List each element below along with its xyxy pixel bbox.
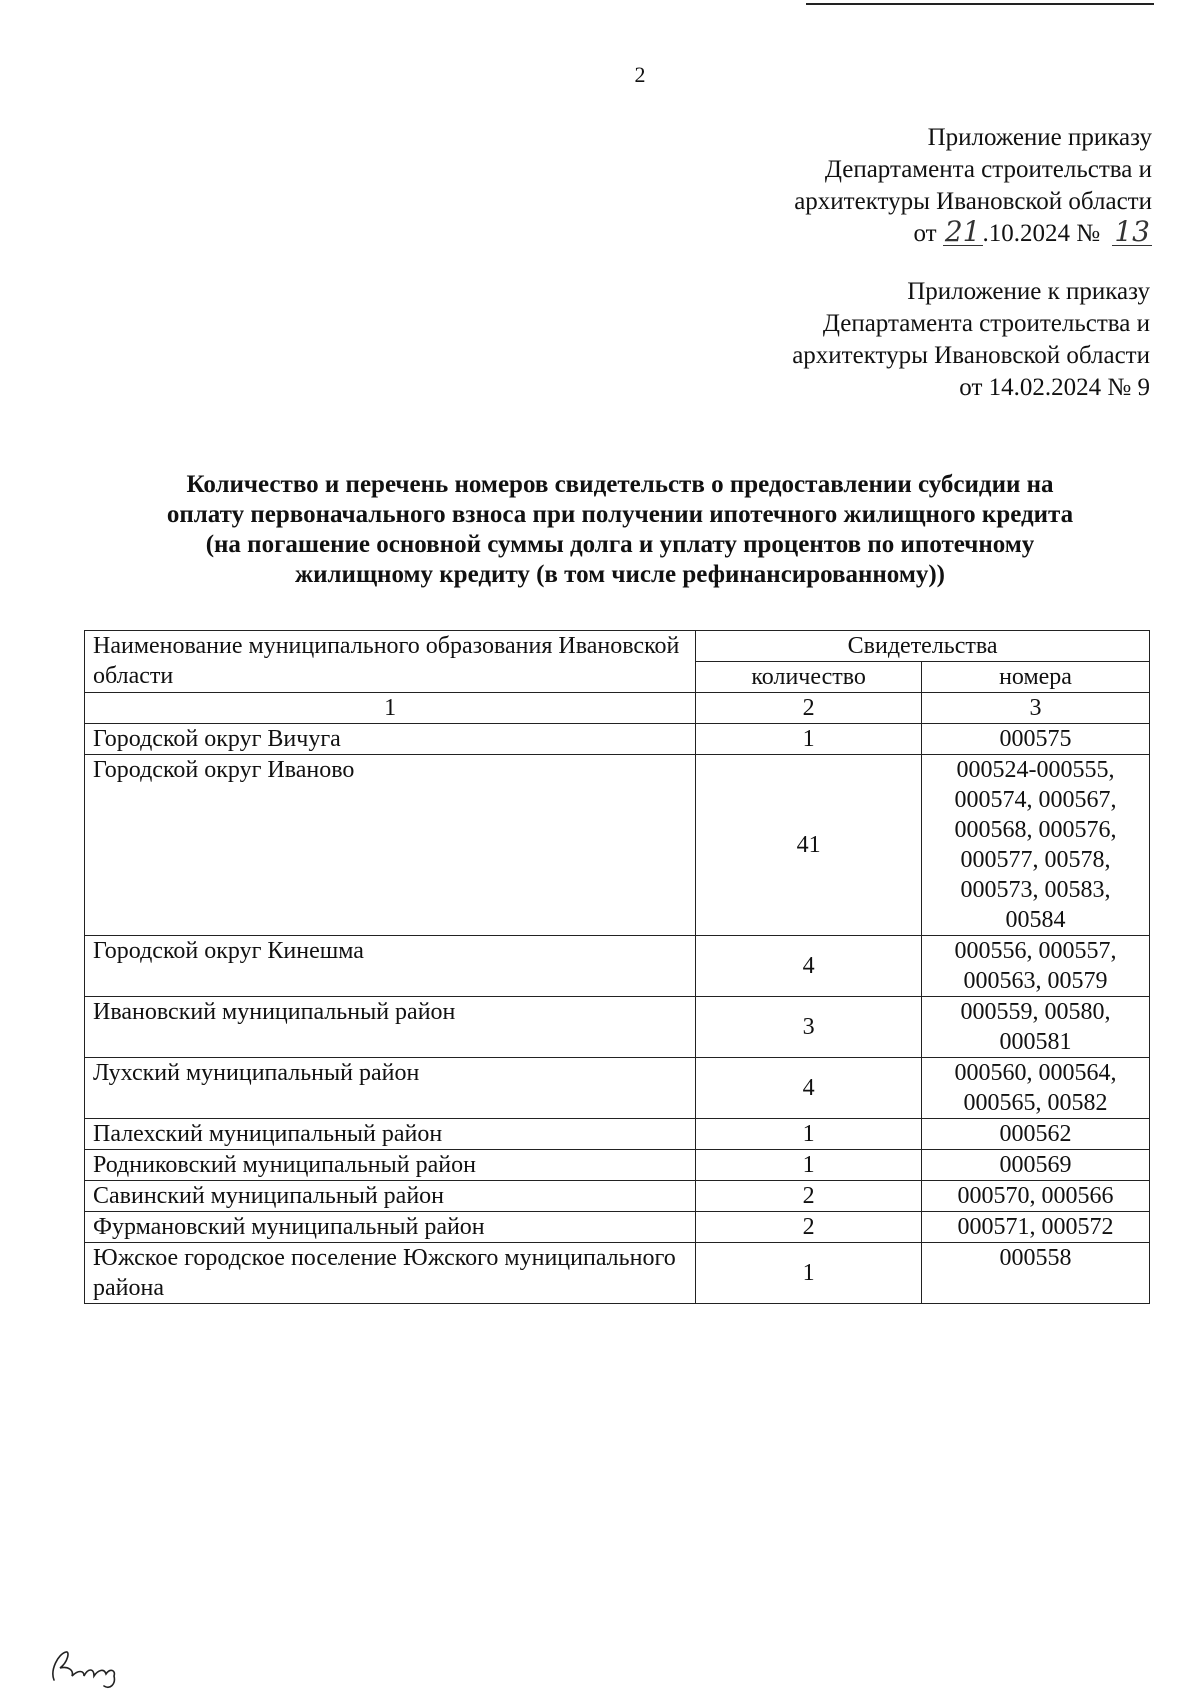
row-name: Ивановский муниципальный район xyxy=(85,997,696,1058)
row-numbers: 000562 xyxy=(922,1119,1150,1150)
column-number-3: 3 xyxy=(922,693,1150,724)
table-row xyxy=(85,1150,1150,1181)
row-count: 2 xyxy=(696,1181,922,1212)
title-line1: Количество и перечень номеров свидетельств о предоставлении субсидии на xyxy=(186,471,1054,498)
row-name: Городской округ Вичуга xyxy=(85,724,696,755)
header-count: количество xyxy=(696,662,922,693)
row-count: 41 xyxy=(696,755,922,936)
appendix-original-order xyxy=(630,276,1150,404)
row-numbers: 000570, 000566 xyxy=(922,1181,1150,1212)
certificates-table xyxy=(84,630,1150,1304)
row-name: Городской округ Иваново xyxy=(85,755,696,936)
table-row xyxy=(85,1181,1150,1212)
table-row xyxy=(85,1243,1150,1304)
row-name: Лухский муниципальный район xyxy=(85,1058,696,1119)
title-line2: оплату первоначального взноса при получении ипотечного жилищного кредита xyxy=(166,501,1074,528)
table-row xyxy=(85,1119,1150,1150)
row-numbers: 000575 xyxy=(922,724,1150,755)
row-count: 4 xyxy=(696,1058,922,1119)
row-name: Палехский муниципальный район xyxy=(85,1119,696,1150)
appendix-current-line3: архитектуры Ивановской области xyxy=(794,188,1152,215)
row-numbers: 000556, 000557, 000563, 00579 xyxy=(922,936,1150,997)
header-numbers: номера xyxy=(922,662,1150,693)
row-name: Савинский муниципальный район xyxy=(85,1181,696,1212)
appendix-original-line1: Приложение к приказу xyxy=(907,278,1150,305)
row-name: Южское городское поселение Южского муниципального района xyxy=(85,1243,696,1304)
column-number-1: 1 xyxy=(85,693,696,724)
page-number: 2 xyxy=(634,62,646,87)
handwritten-day: 21 xyxy=(944,215,981,248)
table-row xyxy=(85,997,1150,1058)
appendix-current-line1: Приложение приказу xyxy=(927,124,1152,151)
table-row xyxy=(85,755,1150,936)
table-row xyxy=(85,1212,1150,1243)
row-name: Родниковский муниципальный район xyxy=(85,1150,696,1181)
header-municipality: Наименование муниципального образования Ивановской области xyxy=(85,631,696,693)
document-title xyxy=(90,470,1150,590)
row-numbers: 000559, 00580, 000581 xyxy=(922,997,1150,1058)
appendix-current-date-line xyxy=(632,215,1152,250)
date-rest: .10.2024 № xyxy=(982,220,1101,247)
appendix-current-line2: Департамента строительства и xyxy=(824,156,1152,183)
appendix-original-line3: архитектуры Ивановской области xyxy=(792,342,1150,369)
title-line3: (на погашение основной суммы долга и уплату процентов по ипотечному xyxy=(205,531,1035,558)
column-number-2: 2 xyxy=(696,693,922,724)
row-count: 1 xyxy=(696,1243,922,1304)
row-numbers: 000558 xyxy=(922,1243,1150,1304)
appendix-original-line2: Департамента строительства и xyxy=(822,310,1150,337)
table-row xyxy=(85,936,1150,997)
title-line4: жилищному кредиту (в том числе рефинансированному)) xyxy=(294,561,945,588)
appendix-original-line4: от 14.02.2024 № 9 xyxy=(959,374,1150,401)
row-count: 1 xyxy=(696,724,922,755)
row-count: 3 xyxy=(696,997,922,1058)
row-name: Городской округ Кинешма xyxy=(85,936,696,997)
handwritten-initials-signature xyxy=(44,1640,154,1690)
table-row xyxy=(85,1058,1150,1119)
top-edge-rule xyxy=(806,3,1154,5)
row-numbers: 000571, 000572 xyxy=(922,1212,1150,1243)
row-count: 4 xyxy=(696,936,922,997)
handwritten-order-number: 13 xyxy=(1114,215,1150,248)
appendix-current-order xyxy=(632,122,1152,250)
row-numbers: 000569 xyxy=(922,1150,1150,1181)
date-prefix: от xyxy=(913,220,937,247)
row-count: 1 xyxy=(696,1119,922,1150)
table-row xyxy=(85,724,1150,755)
header-certificates: Свидетельства xyxy=(696,631,1150,662)
row-count: 1 xyxy=(696,1150,922,1181)
row-count: 2 xyxy=(696,1212,922,1243)
row-numbers: 000560, 000564, 000565, 00582 xyxy=(922,1058,1150,1119)
row-name: Фурмановский муниципальный район xyxy=(85,1212,696,1243)
row-numbers: 000524-000555, 000574, 000567, 000568, 000576, 000577, 00578, 000573, 00583, 00584 xyxy=(922,755,1150,936)
